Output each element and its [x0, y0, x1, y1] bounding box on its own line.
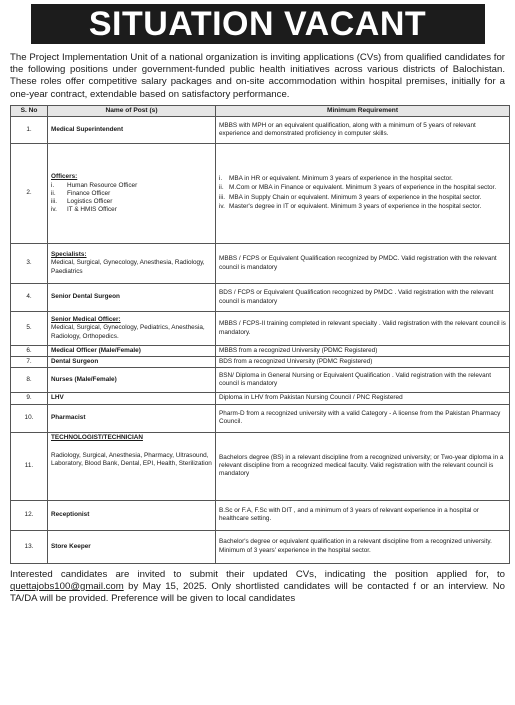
post-heading: Officers:	[51, 172, 78, 180]
header-post: Name of Post (s)	[48, 105, 216, 116]
header-requirement: Minimum Requirement	[216, 105, 510, 116]
row-post: Nurses (Male/Female)	[48, 368, 216, 393]
table-row	[11, 500, 510, 530]
table-row	[11, 144, 510, 244]
row-sno: 7.	[11, 357, 48, 368]
table-row	[11, 368, 510, 393]
header-sno: S. No	[11, 105, 48, 116]
table-row	[11, 432, 510, 500]
table-row	[11, 530, 510, 563]
row-requirement: Diploma in LHV from Pakistan Nursing Council / PNC Registered	[216, 393, 510, 404]
closing-text-end: by May 15, 2025. Only shortlisted candidates will be contacted f or an interview. No TA/DA will be provided. Preference will be given to local candidates	[10, 580, 505, 605]
row-requirement	[216, 144, 510, 244]
row-post	[48, 432, 216, 500]
row-sno: 11.	[11, 432, 48, 500]
post-detail: Medical, Surgical, Gynecology, Anesthesia, Radiology, Paediatrics	[51, 259, 205, 275]
list-item: iii. Logistics Officer	[51, 198, 113, 206]
row-post: Store Keeper	[48, 530, 216, 563]
row-requirement: MBBS / FCPS or Equivalent Qualification recognized by PMDC. Valid registration with the relevant council is mandatory	[216, 244, 510, 284]
row-sno: 1.	[11, 117, 48, 144]
post-heading: Specialists:	[51, 251, 87, 259]
row-post: LHV	[48, 393, 216, 404]
row-requirement: B.Sc or F.A, F.Sc with DIT , and a minimum of 3 years of relevant experience in a hospital or healthcare setting.	[216, 500, 510, 530]
list-item: i. Human Resource Officer	[51, 181, 138, 189]
row-requirement: Bachelors degree (BS) in a relevant discipline from a recognized university; or Two-year diploma in a relevant discipline from a recognized medical faculty. Valid registration with the relevant council is mandatory	[216, 432, 510, 500]
closing-paragraph	[10, 569, 505, 606]
table-row	[11, 244, 510, 284]
table-header-row	[11, 105, 510, 116]
row-sno: 12.	[11, 500, 48, 530]
row-sno: 13.	[11, 530, 48, 563]
table-row	[11, 404, 510, 432]
positions-table	[10, 105, 510, 564]
row-post: Pharmacist	[48, 404, 216, 432]
post-heading: TECHNOLOGIST/TECHNICIAN	[51, 433, 143, 441]
list-item: ii. M.Com or MBA in Finance or equivalent. Minimum 3 years of experience in the hospital sector.	[219, 184, 497, 192]
row-post	[48, 144, 216, 244]
table-row	[11, 117, 510, 144]
row-post	[48, 312, 216, 346]
row-post: Medical Officer (Male/Female)	[48, 346, 216, 357]
intro-paragraph: The Project Implementation Unit of a national organization is inviting applications (CVs) from qualified candidates for the following positions under government-funded public health initiatives across various districts of Balochistan. These roles offer competitive salary packages and on-site accommodation within hospital premises, initially for a one-year contract, extendable based on satisfactory performance.	[10, 52, 505, 100]
row-sno: 10.	[11, 404, 48, 432]
requirement-list	[219, 175, 506, 211]
row-requirement: Pharm-D from a recognized university with a valid Category - A license from the Pakistan Pharmacy Council.	[216, 404, 510, 432]
row-sno: 6.	[11, 346, 48, 357]
list-item: ii. Finance Officer	[51, 189, 111, 197]
list-item: i. MBA in HR or equivalent. Minimum 3 years of experience in the hospital sector.	[219, 175, 453, 183]
row-post: Dental Surgeon	[48, 357, 216, 368]
table-row	[11, 346, 510, 357]
list-item: iv. IT & HMIS Officer	[51, 206, 117, 214]
post-heading: Senior Medical Officer:	[51, 316, 121, 324]
table-row	[11, 357, 510, 368]
banner-title: SITUATION VACANT	[31, 4, 485, 44]
row-sno: 8.	[11, 368, 48, 393]
row-requirement: BDS / FCPS or Equivalent Qualification recognized by PMDC . Valid registration with the relevant council is mandatory	[216, 284, 510, 312]
row-sno: 9.	[11, 393, 48, 404]
row-requirement: MBBS from a recognized University (PDMC Registered)	[216, 346, 510, 357]
row-post: Senior Dental Surgeon	[48, 284, 216, 312]
row-sno: 3.	[11, 244, 48, 284]
closing-text-start: Interested candidates are invited to submit their updated CVs, indicating the position applied for, to	[10, 568, 505, 580]
row-requirement: MBBS with MPH or an equivalent qualification, along with a minimum of 5 years of relevant experience and demonstrated proficiency in computer skills.	[216, 117, 510, 144]
row-requirement: BSN/ Diploma in General Nursing or Equivalent Qualification . Valid registration with the relevant council is mandatory	[216, 368, 510, 393]
row-sno: 4.	[11, 284, 48, 312]
row-sno: 2.	[11, 144, 48, 244]
sub-post-list	[51, 182, 212, 215]
list-item: iii. MBA in Supply Chain or equivalent. Minimum 3 years of experience in the hospital sector.	[219, 193, 482, 201]
post-detail: Medical, Surgical, Gynecology, Pediatrics, Anesthesia, Radiology, Orthopedics.	[51, 324, 205, 340]
advertisement-page	[0, 4, 515, 705]
row-post: Receptionist	[48, 500, 216, 530]
post-detail: Radiology, Surgical, Anesthesia, Pharmacy, Ultrasound, Laboratory, Blood Bank, Dental, EPI, Health, Sterilization	[51, 451, 212, 468]
list-item: iv. Master's degree in IT or equivalent. Minimum 3 years of experience in the hospital sector.	[219, 202, 482, 210]
row-post: Medical Superintendent	[48, 117, 216, 144]
table-row	[11, 312, 510, 346]
row-requirement: Bachelor's degree or equivalent qualification in a relevant discipline from a recognized university. Minimum of 3 years' experience in the hospital sector.	[216, 530, 510, 563]
row-post	[48, 244, 216, 284]
table-row	[11, 393, 510, 404]
row-sno: 5.	[11, 312, 48, 346]
table-row	[11, 284, 510, 312]
row-requirement: BDS from a recognized University (PDMC Registered)	[216, 357, 510, 368]
email-link[interactable]: quettajobs100@gmail.com	[10, 580, 124, 592]
row-requirement: MBBS / FCPS-II training completed in relevant specialty . Valid registration with the relevant council is mandatory.	[216, 312, 510, 346]
